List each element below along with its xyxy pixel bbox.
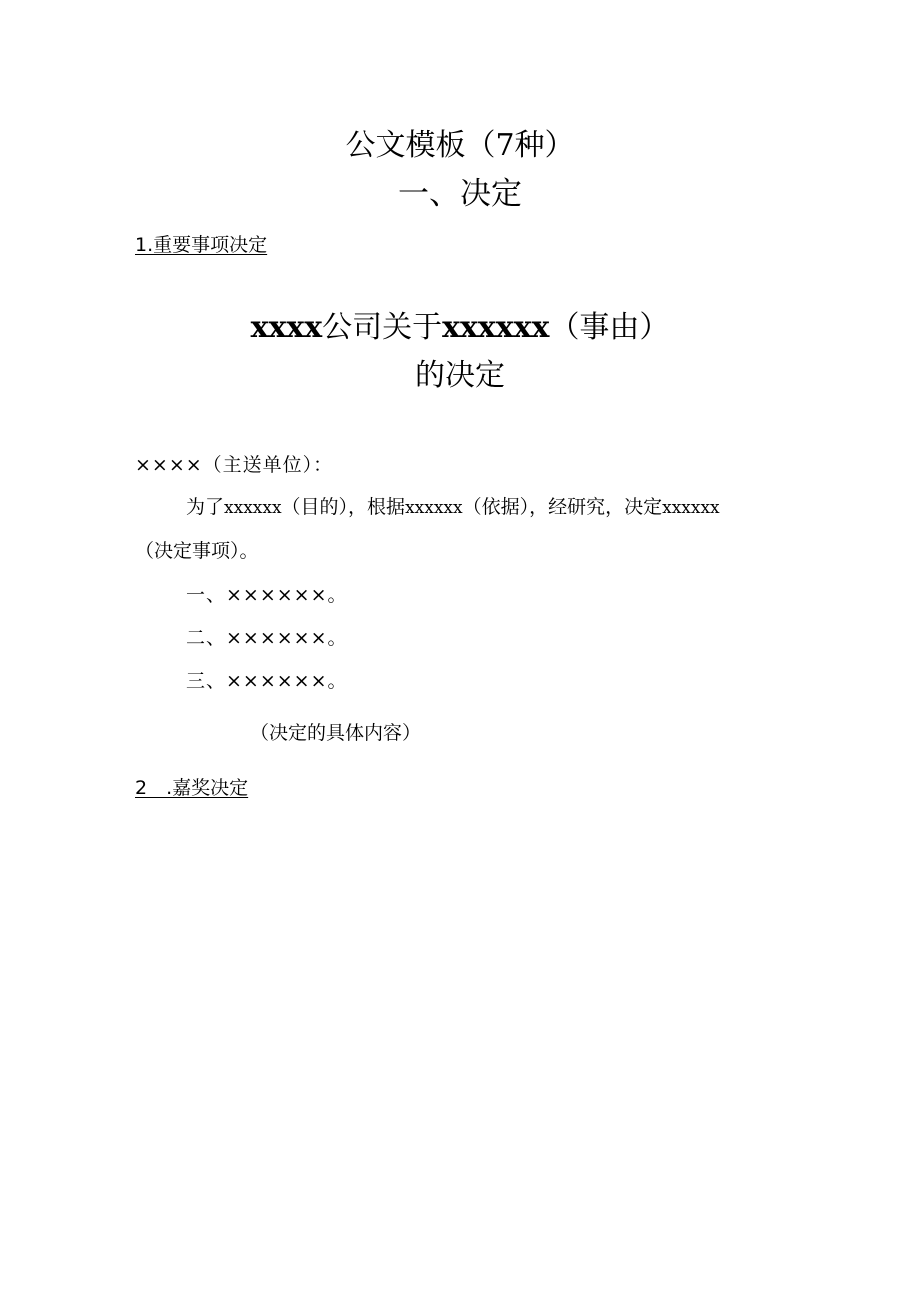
notice-title-line-2: 的决定 xyxy=(415,358,505,393)
body-placeholder-purpose: xxxxxx xyxy=(224,498,282,518)
body-paragraph-line-2: （决定事项）。 xyxy=(135,540,259,562)
body-text-a: 为了 xyxy=(186,496,225,518)
recipient-line: ××××（主送单位）： xyxy=(135,454,334,476)
content-note: （决定的具体内容） xyxy=(250,722,422,744)
sub-heading-important-matters: 1.重要事项决定 xyxy=(135,234,268,256)
body-text-b: （目的），根据 xyxy=(281,496,406,518)
section-title: 一、决定 xyxy=(398,176,522,212)
decision-item-3: 三、××××××。 xyxy=(186,670,348,692)
decision-item-1: 一、××××××。 xyxy=(186,584,348,606)
notice-title-suffix: （事由） xyxy=(549,310,670,345)
body-paragraph-line-1 xyxy=(186,494,720,521)
notice-title-line-1 xyxy=(0,308,920,348)
body-placeholder-decision: xxxxxx xyxy=(662,498,720,518)
notice-title-mid: 公司关于 xyxy=(322,310,443,345)
notice-title-placeholder: xxxxxx xyxy=(442,310,550,345)
sub-heading-commendation: 2 .嘉奖决定 xyxy=(135,777,249,799)
decision-item-2: 二、××××××。 xyxy=(186,627,348,649)
notice-title-prefix: xxxx xyxy=(250,310,323,345)
body-text-c: （依据），经研究，决定 xyxy=(462,496,663,518)
document-title: 公文模板（7种） xyxy=(345,128,575,163)
body-placeholder-basis: xxxxxx xyxy=(405,498,463,518)
